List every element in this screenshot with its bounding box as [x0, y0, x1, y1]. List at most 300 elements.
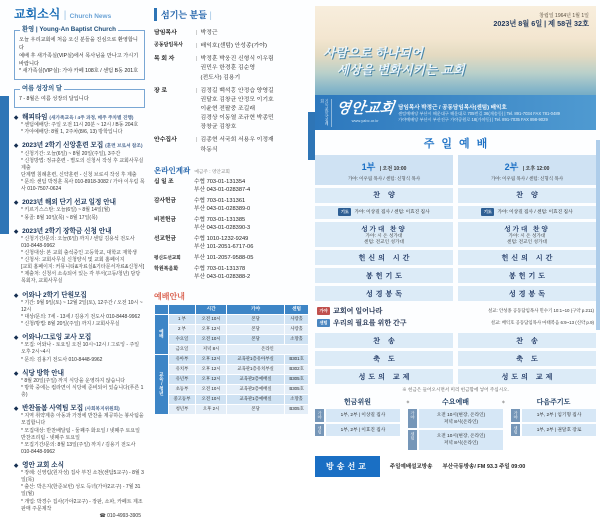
spine-accent-bar: [308, 112, 315, 160]
cell: B302호: [285, 365, 308, 374]
account-numbers: [194, 217, 250, 233]
account-number: 수협 1010-1232-9249: [194, 235, 249, 242]
service2-leaders: 가야: 이우림 목사 / 센텀: 신형식 목사: [490, 176, 564, 181]
church-slogan-line1: 사람으로 하나되어: [323, 46, 424, 60]
centum-venue-badge: 센텀: [315, 424, 324, 437]
section-title-suffix: (새가족교육 / 4주 과정, 매주 주차별 진행): [49, 114, 134, 120]
staff-name-line: 김경상 이동열 조규현 박종민: [200, 115, 274, 122]
section-title: [14, 142, 145, 150]
cell: 오후 12시: [196, 375, 226, 384]
staff-separator: |: [196, 56, 198, 63]
order-hymn-text: 찬송: [373, 337, 403, 345]
cell: 교육관2층예배실: [227, 385, 284, 394]
broadcast-station: 부산극동방송/ FM 93.3 주일 09:00: [442, 464, 526, 470]
gaya-badge: 가야: [317, 307, 330, 315]
cell: 오후 12시: [196, 355, 226, 364]
church-news-title-ko: 교회소식: [14, 7, 61, 21]
worship-guide-title: 예배안내: [154, 291, 185, 301]
staff-names: [201, 55, 274, 82]
online-accounts-title: [154, 165, 309, 176]
choir-gaya: 가야: 시 온 성가대: [508, 232, 546, 238]
prayer-badge: 기도: [481, 208, 494, 216]
centum-sermon-detail: 설교: 배익호 공동담임목사 마태복음 6:9~13 (신약 p.9): [490, 320, 594, 326]
staff-role: 공동담임목사: [154, 42, 183, 49]
cell: B301호: [285, 355, 308, 364]
cell: 오전 10시: [196, 395, 226, 404]
staff-role: 장 로: [154, 87, 168, 94]
order-offering-prayer-text: 봉헌기도: [365, 272, 406, 280]
welcome-line: 예배 후 새가족실(VIP실)에서 목사님을 만나고 가시기 바랍니다: [19, 52, 139, 67]
gaya-venue-badge: 가야: [511, 409, 520, 422]
committee-value: [419, 430, 503, 449]
section-line: * 개업: 박경수 집사(가야2교구) - 장판, 소파, 카페트 제조판매 주문제작: [21, 498, 143, 512]
section-line: * 몽골: 8월 10일(목) ~ 8월 17일(목): [21, 214, 98, 221]
broadcast-program: 주일예배설교방송: [389, 464, 433, 470]
section-line: * 센텀예배당: 주일 오전 11시 20분 ~ 12시 / B동 204호: [21, 122, 139, 129]
section-title-text: 2023년 2학기 장학금 신청 안내: [22, 227, 112, 235]
worship-guide-table: [154, 304, 309, 415]
cell: 교육관1층예배실: [227, 395, 284, 404]
serving-column: [154, 8, 309, 415]
diamond-bullet-icon: ◆: [14, 200, 19, 207]
section-line: * 모집대상: 반찬배달팀 - 둘째주 화요일 / 넷째주 토요일: [21, 427, 140, 434]
broadcast-mission-row: [315, 456, 596, 477]
sunday-worship-title: 주일예배: [423, 138, 495, 150]
diamond-separator-icon: ◆: [406, 399, 410, 405]
order-offering-prayer-text: 봉헌기도: [508, 272, 549, 280]
wednesday-worship-col: [408, 397, 503, 449]
committee-line: 1부, 2부 | 권달호 장로: [536, 426, 582, 432]
diamond-bullet-icon: ◆: [14, 292, 19, 299]
account-number: 수협 703-01-131378: [194, 265, 246, 272]
order-prayer: [458, 206, 596, 219]
cell: B305호: [285, 375, 308, 384]
account-label: 선교헌금: [154, 235, 176, 242]
committee-line: 오전 10시(현장, 온라인): [436, 412, 486, 418]
group-label-education: 교육/청년: [155, 355, 168, 414]
order-benediction-text: 축도: [373, 355, 403, 363]
gaya-sermon-detail: 설교: 안성종 공동담임목사 민수기 10:1~10 (구약 p.211): [488, 308, 594, 314]
prayer-names: 가야: 이상길 집사 / 센텀: 이효진 집사: [354, 209, 430, 214]
service1-part: 1부: [361, 162, 376, 172]
account-item: [154, 236, 309, 252]
section-line: 단계별 침례훈련, 신약훈련 - 신청 브로셔 작성 후 제출: [21, 171, 137, 178]
cell: 본당: [227, 405, 284, 414]
committee-value: [522, 409, 596, 422]
section-title-text: 2023년 2학기 신앙훈련 모집: [22, 142, 104, 150]
order-benediction: [315, 351, 453, 366]
prayer-badge: 기도: [338, 208, 351, 216]
staff-names: [201, 136, 274, 154]
founded-date: 창립일 1964년 1월 1일: [539, 13, 589, 19]
diamond-separator-icon: ◆: [501, 399, 505, 405]
order-prayer: [315, 206, 453, 219]
staff-name-line: 김정길 백석홍 안정습 양영길: [200, 87, 274, 94]
church-website: www.yabc.or.kr: [351, 118, 379, 123]
staff-separator: |: [196, 30, 198, 36]
news-section-training: [14, 142, 145, 193]
account-number: 부산 043-01-028387-4: [194, 186, 251, 193]
service1-time-row: [315, 157, 453, 175]
order-dedication: [315, 250, 453, 265]
cell: B305호: [285, 385, 308, 394]
cell: 교육관1층유아부실: [227, 355, 284, 364]
diamond-bullet-icon: ◆: [14, 143, 19, 150]
section-line: * 신청/방법: 8월 20일(주일) 까지 / 교회사무실: [21, 321, 120, 328]
section-title-text: 어와나 2학기 단원모집: [22, 291, 87, 299]
committee-cell: [511, 424, 596, 437]
staff-name-line: 권달호 김창균 안정모 이기호: [200, 96, 274, 103]
header-cell-empty: [169, 305, 196, 314]
header-cell-centum: 센텀: [285, 305, 308, 314]
committee-value: [419, 409, 503, 428]
section-line: [교회 홈페이지: 커뮤니티&자료실&기타문서자료&신청서]: [21, 264, 145, 271]
section-line: * 신청방법: 정규훈련 - 별도의 신청서 작성 후 교회사무실 제출: [21, 157, 144, 171]
staff-name-line: 장창균 김창호: [200, 124, 237, 131]
section-line: * 신청서: 교회사무실 신청양식 및 교회 홈페이지: [21, 257, 125, 264]
choir-centum: 센텀: 전교인 성가대: [363, 238, 405, 244]
cell: 사랑홀: [285, 315, 308, 324]
cell: 교육관1층유치부실: [227, 365, 284, 374]
gaya-venue-badge: 가야: [408, 409, 417, 428]
section-title-text: 어와나/그로잉 교사 모집: [22, 334, 92, 342]
cell: 중고등부: [169, 395, 196, 404]
summer-growth-box: [14, 85, 145, 108]
sermon-gaya-row: [317, 306, 594, 316]
order-scripture: [315, 286, 453, 301]
cell: 저녁 8시: [196, 345, 226, 354]
section-line: * 대상/문의: 7세 - 13세 / 김용기 전도사 010-8448-9962: [21, 313, 141, 320]
committee-value: [326, 409, 400, 422]
sermon-block: [315, 304, 596, 330]
service2-time-row: [458, 157, 596, 175]
committee-cell: [315, 424, 400, 437]
gaya-sermon-title: 교회여 일어나라: [333, 308, 383, 316]
committee-line: 1부, 2부 | 이상길 집사: [340, 412, 386, 418]
cell: 사랑홀: [285, 325, 308, 334]
committee-cell: [315, 409, 400, 422]
centum-venue-badge: 센텀: [408, 430, 417, 449]
section-line: * 8월 20일(주일) 까지 식당을 운영하지 않습니다: [21, 377, 126, 384]
committee-line: 1부, 2부 | 이효진 집사: [340, 426, 386, 432]
account-numbers: [194, 236, 253, 252]
order-scripture-text: 성경봉독: [508, 290, 549, 298]
worship-order-grid: [315, 155, 596, 384]
account-number: 부산 043-01-028388-2: [194, 273, 251, 280]
header-cell-gaya: 가야: [227, 305, 284, 314]
section-title: [14, 462, 145, 470]
staff-separator: |: [196, 87, 198, 94]
table-row: [155, 405, 308, 414]
gaya-address: 가야예배당 부산시 부산진구 가야공원로 18(가야동) | Tel. 891-7035 FAX 898-9029: [398, 116, 548, 122]
title-divider: |: [63, 10, 67, 21]
centum-badge: 센텀: [317, 319, 330, 327]
cell: 유치부: [169, 365, 196, 374]
service2-header: [458, 155, 596, 185]
order-scripture: [458, 286, 596, 301]
online-accounts-title-text: 온라인계좌: [154, 165, 191, 175]
cell: 본당: [227, 325, 284, 334]
worship-column: [315, 6, 596, 477]
committee-cell: [408, 409, 503, 428]
wednesday-worship-title: 수요예배: [441, 399, 470, 407]
news-section-members: [14, 462, 145, 520]
table-row: [155, 395, 308, 404]
order-hymn: [315, 333, 453, 348]
welcome-box: [14, 26, 145, 80]
order-praise-text: 찬양: [516, 192, 546, 199]
committee-cell: [511, 409, 596, 422]
order-praise: [458, 188, 596, 203]
staff-name-line: 박정훈 박웅진 신형식 이우림: [200, 56, 274, 63]
service2-part: 2부: [504, 162, 519, 172]
news-section-teachers: [14, 334, 145, 364]
diamond-bullet-icon: ◆: [14, 114, 19, 121]
committee-line: 1부, 2부 | 임기형 집사: [536, 412, 582, 418]
group-label-worship: 예배: [155, 315, 168, 354]
section-line: * 문의: 김용기 전도사 010-8448-9962: [21, 356, 103, 363]
staff-name-line: 하동식: [200, 146, 218, 153]
welcome-line: * 새가족실(VIP실): 가야 카페 108호 / 센텀 B동 201호: [19, 68, 139, 75]
section-line: * 모집기간/문의: 8월 13일(주일) 까지 / 김용기 전도사 010-8448-9962: [21, 441, 136, 455]
table-row: [155, 315, 308, 324]
service2-time: | 오후 12:00: [522, 166, 550, 172]
cell: 2 부: [169, 325, 196, 334]
summer-growth-line: 7 - 8월은 여름 성장의 달입니다: [19, 96, 89, 103]
order-fellowship-text: 성도의 교제: [501, 373, 556, 381]
offering-committee-title: 헌금위원: [343, 399, 371, 407]
cell: 오전 10시: [196, 385, 226, 394]
account-numbers: [194, 179, 250, 195]
table-row: [155, 355, 308, 364]
centum-venue-badge: 센텀: [511, 424, 520, 437]
section-line: * 장례: 신영림(원자성) 집사 부친 소천(센텀5교구) - 8월 3일(목): [21, 470, 144, 484]
staff-name-line: 박정근: [200, 30, 218, 36]
church-news-column: [14, 8, 145, 520]
order-choir: [458, 222, 596, 248]
section-title-text: 해피타임: [22, 113, 48, 121]
account-number: 부산 101-2057-9588-05: [194, 254, 254, 261]
account-number: 수협 703-01-131354: [194, 178, 246, 185]
section-line: * 신청기간/문의: 오늘(6일) 까지 / 센텀 김용석 전도사 010-8448-9962: [21, 235, 135, 249]
diamond-bullet-icon: ◆: [14, 335, 19, 342]
masthead-beach-image: [315, 6, 596, 130]
table-row: [155, 385, 308, 394]
offering-note: ※ 헌금은 들어오시면서 미리 헌금함에 넣어 주십시오.: [402, 387, 509, 393]
staff-row: [154, 29, 309, 38]
diamond-bullet-icon: ◆: [14, 406, 19, 413]
centum-sermon-title: 우리의 필요를 위한 간구: [333, 320, 407, 328]
table-row: [155, 345, 308, 354]
order-praise: [315, 188, 453, 203]
pastor-line: 담임목사 박정근 / 공동담임목사(센텀) 배익호: [398, 104, 507, 111]
committee-grid: [315, 397, 596, 449]
church-logo-strip: [315, 95, 596, 130]
offering-committee-col: [315, 397, 400, 449]
cell: 소망홀: [285, 395, 308, 404]
account-number: 수협 703-01-131385: [194, 216, 246, 223]
cell: 1 부: [169, 315, 196, 324]
choir-title: 성가대 찬양: [361, 225, 407, 233]
denomination-label: 기독교한국침례회: [320, 99, 332, 127]
staff-role: 안수집사: [154, 137, 177, 144]
staff-role: 담임목사: [154, 30, 177, 36]
account-numbers: [194, 266, 250, 282]
staff-names: [201, 42, 267, 51]
choir-title: 성가대 찬양: [504, 225, 550, 233]
committee-cell: [408, 430, 503, 449]
cell: 본당: [227, 315, 284, 324]
contact-phone: ☎ 010-4993-3905: [99, 512, 141, 519]
diamond-bullet-icon: ◆: [14, 228, 19, 235]
online-accounts-subtitle: 예금주 : 영안교회: [194, 168, 230, 174]
broadcast-mission-text: [390, 462, 525, 470]
staff-row: [154, 55, 309, 82]
issue-number: 2023년 8월 6일 | 제 58권 32호: [493, 19, 589, 28]
order-hymn: [458, 333, 596, 348]
section-title-suffix: (훈련 브로셔 참조): [105, 143, 143, 149]
cell: 온라인: [227, 345, 308, 354]
section-line: 반찬조리팀 - 넷째주 토요일: [21, 434, 80, 441]
news-section-sidedish-team: [14, 405, 145, 456]
news-section-awana: [14, 292, 145, 329]
church-slogan-line2: 세상을 변화시키는 교회: [337, 63, 465, 77]
account-item: [154, 198, 309, 214]
account-numbers: [194, 198, 250, 214]
account-number: 부산 043-01-028389-0: [194, 205, 251, 212]
staff-names: [201, 29, 218, 38]
diamond-bullet-icon: ◆: [14, 462, 19, 469]
account-label: 십 일 조: [154, 178, 174, 185]
staff-name-line: (전도사) 김용기: [200, 74, 241, 81]
order-hymn-text: 찬송: [516, 337, 546, 345]
order-choir: [315, 222, 453, 248]
summer-growth-title: 여름 성장의 달: [22, 85, 62, 93]
committee-line: 저녁 8시(온라인): [443, 418, 479, 424]
section-line: * 지역 취약계층 아동과 가정에 반찬을 제공하는 봉사팀을 모집합니다: [21, 413, 144, 427]
section-line: * 문의: 센텀 박정훈 목사 010-8918-3082 / 가야 이우림 목사 010-7507-0624: [21, 179, 145, 193]
staff-list: [154, 29, 309, 155]
cell: 오후 2시: [196, 405, 226, 414]
account-label: 학원복음화: [154, 265, 179, 272]
staff-name-line: 권민우 한경훈 김순영: [200, 65, 256, 72]
order-offering-prayer: [315, 268, 453, 283]
account-item: [154, 217, 309, 233]
staff-role: 목 회 자: [154, 56, 175, 63]
church-news-title-en: Church News: [69, 13, 112, 20]
order-benediction: [458, 351, 596, 366]
section-title-text: 식당 방학 안내: [22, 369, 64, 377]
committee-value: [522, 424, 596, 437]
staff-name-line: 김종현 서국희 서용우 이정재: [200, 137, 274, 144]
account-item: [154, 179, 309, 195]
cell: 오후 12시: [196, 365, 226, 374]
section-title: [14, 292, 145, 300]
order-praise-text: 찬양: [373, 192, 403, 199]
account-number: 부산 043-01-028390-3: [194, 224, 251, 231]
cell: 교육관2층예배실: [227, 375, 284, 384]
serving-title: [154, 8, 309, 21]
account-item: [154, 255, 309, 263]
cell: 오전 10시: [196, 315, 226, 324]
gaya-venue-badge: 가야: [315, 409, 324, 422]
committee-line: 저녁 8시(온라인): [443, 439, 479, 445]
section-line: * 제출처: 신청서 소속되어 있는 각 부서(고등/청년) 담당목회자, 교회사무실: [21, 271, 141, 285]
section-title-suffix: (사회복지위원회): [84, 406, 120, 412]
choir-centum: 센텀: 전교인 성가대: [506, 238, 548, 244]
right-edge-accent-bar: [596, 140, 600, 330]
section-title-text: 영안 교회 소식: [22, 461, 64, 469]
order-fellowship: [458, 369, 596, 384]
section-line: * 신청기간: 오늘(6일) ~ 8월 20일(주일), 3주간: [21, 150, 121, 157]
welcome-box-title: 환영 | Young-An Baptist Church: [22, 26, 116, 34]
cell: 청년부: [169, 405, 196, 414]
account-label: 감사헌금: [154, 197, 176, 204]
section-line: * 가야예배당: 8월 1, 2주차(8/6, 13) 방학입니다: [21, 129, 123, 136]
section-title-text: 반찬돌봄 사역팀 모집: [22, 405, 84, 413]
order-fellowship-text: 성도의 교제: [358, 373, 413, 381]
church-logo: [336, 102, 394, 123]
account-numbers: [194, 255, 253, 263]
account-label: 비전헌금: [154, 216, 176, 223]
cell: 초등부: [169, 385, 196, 394]
church-contact-info: [398, 103, 591, 123]
section-title: [14, 370, 145, 378]
cell: 수요일: [169, 335, 196, 344]
order-dedication-text: 헌신의 시간: [358, 254, 413, 262]
staff-name-line: 이윤현 전팔중 조길래: [200, 105, 256, 112]
section-title-text: 2023년 해외 단기 선교 일정 안내: [22, 199, 116, 207]
service1-time: | 오전 10:00: [379, 166, 407, 172]
service1-header: [315, 155, 453, 185]
cell: B305호: [285, 405, 308, 414]
cell: 유년부: [169, 375, 196, 384]
next-week-prayer-title: 다음주기도: [536, 399, 571, 407]
section-line: * 출산: 박은지(한준보빈) 성도 득녀(가야2교구) - 7월 31일(월): [21, 484, 141, 498]
staff-name-line: 배익호(센텀) 안성종(가야): [200, 43, 267, 50]
committee-line: 오전 10시(현장, 온라인): [436, 433, 486, 439]
title-divider: |: [209, 10, 212, 20]
staff-separator: |: [196, 43, 198, 50]
section-line: * 기간: 9월 9일(토) ~ 12월 2일(토), 12주간 / 오전 10시 ~ 12시: [21, 299, 143, 313]
table-row: [155, 375, 308, 384]
cell: 오전 10시: [196, 335, 226, 344]
header-cell-empty: [155, 305, 168, 314]
serving-title-text: 섬기는 분들: [161, 10, 207, 20]
staff-separator: |: [196, 137, 198, 144]
church-news-title: [14, 8, 145, 21]
section-line: * 키르기스스탄: 오늘(6일) ~ 8월 14일(월): [21, 207, 110, 214]
news-section-happytime: [14, 114, 145, 136]
order-dedication-text: 헌신의 시간: [501, 254, 556, 262]
church-name-logo: 영안교회: [335, 101, 396, 117]
section-line: * 신청대상: 본 교회 출석중인 고등학교, 대학교 재학생: [21, 250, 137, 257]
section-title: [14, 228, 145, 236]
section-line: * 모집: 어와나 - 토요일 오전 10시~12시 / 그로잉 - 주일 오후 2시~4시: [21, 342, 140, 356]
cell: 소망홀: [285, 335, 308, 344]
cell: 유아부: [169, 355, 196, 364]
committee-value: [326, 424, 400, 437]
broadcast-mission-label: 방송선교: [315, 456, 380, 477]
centum-address: 센텀예배당 부산시 해운대구 해운대로 705번길 36(재송동) | Tel. 891-7034 FAX 781-0489: [398, 110, 560, 116]
table-header-row: [155, 305, 308, 314]
service1-leaders: 가야: 이우림 목사 / 센텀: 신형식 목사: [347, 176, 421, 181]
account-label: 평신도선교회: [154, 254, 181, 260]
table-row: [155, 325, 308, 334]
table-row: [155, 335, 308, 344]
news-section-scholarship: [14, 228, 145, 286]
order-benediction-text: 축도: [516, 355, 546, 363]
